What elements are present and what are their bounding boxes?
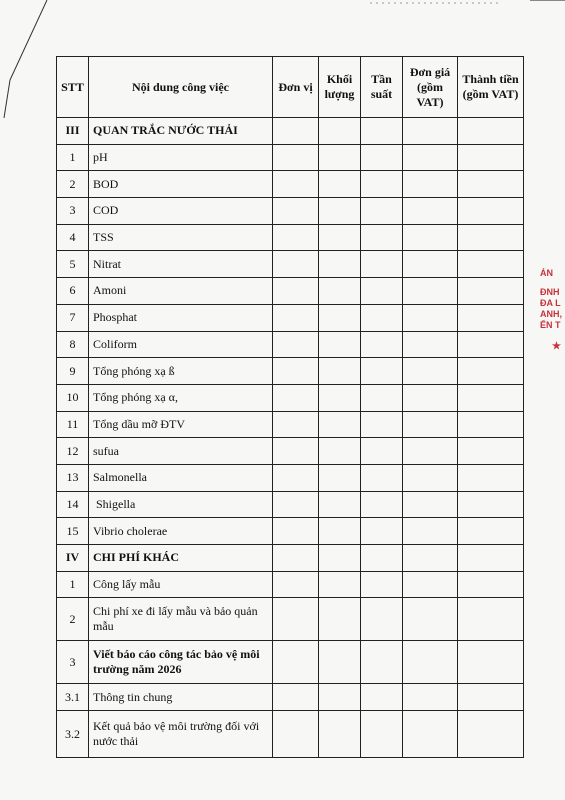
cell-content: Viết báo cáo công tác bảo vệ môi trường năm 2026 bbox=[89, 641, 273, 684]
cell-quantity bbox=[319, 118, 361, 145]
table-row bbox=[57, 278, 524, 305]
cell-unit-price bbox=[403, 224, 458, 251]
cell-stt: 5 bbox=[57, 251, 89, 278]
cell-stt: 15 bbox=[57, 518, 89, 545]
cell-content: Amoni bbox=[89, 278, 273, 305]
cell-frequency bbox=[361, 571, 403, 598]
table-header-row bbox=[57, 57, 524, 118]
cell-frequency bbox=[361, 641, 403, 684]
table-row bbox=[57, 384, 524, 411]
cell-stt: 3.1 bbox=[57, 684, 89, 711]
cell-unit bbox=[273, 411, 319, 438]
cell-content: BOD bbox=[89, 171, 273, 198]
table-row bbox=[57, 438, 524, 465]
cell-unit-price bbox=[403, 144, 458, 171]
cell-unit-price bbox=[403, 545, 458, 572]
cell-unit-price bbox=[403, 358, 458, 385]
cell-content: Nitrat bbox=[89, 251, 273, 278]
cell-unit-price bbox=[403, 304, 458, 331]
table-row bbox=[57, 711, 524, 758]
cell-unit-price bbox=[403, 278, 458, 305]
cell-stt: 1 bbox=[57, 144, 89, 171]
cell-unit bbox=[273, 641, 319, 684]
table-row bbox=[57, 571, 524, 598]
cell-unit-price bbox=[403, 491, 458, 518]
cell-unit bbox=[273, 598, 319, 641]
cell-unit bbox=[273, 224, 319, 251]
stamp-star-icon: ★ bbox=[552, 341, 561, 352]
cell-frequency bbox=[361, 144, 403, 171]
cell-unit bbox=[273, 144, 319, 171]
cell-unit-price bbox=[403, 411, 458, 438]
cell-quantity bbox=[319, 641, 361, 684]
cell-total bbox=[458, 118, 524, 145]
cell-total bbox=[458, 198, 524, 225]
cell-stt: 2 bbox=[57, 598, 89, 641]
cell-total bbox=[458, 545, 524, 572]
cell-stt: 13 bbox=[57, 464, 89, 491]
cell-quantity bbox=[319, 278, 361, 305]
cell-total bbox=[458, 304, 524, 331]
table-row bbox=[57, 304, 524, 331]
cell-unit-price bbox=[403, 571, 458, 598]
table-row bbox=[57, 358, 524, 385]
header-unit: Đơn vị bbox=[273, 57, 319, 118]
cell-frequency bbox=[361, 464, 403, 491]
cell-content: Tổng phóng xạ α, bbox=[89, 384, 273, 411]
cell-unit-price bbox=[403, 464, 458, 491]
cell-unit bbox=[273, 384, 319, 411]
table-row bbox=[57, 684, 524, 711]
cell-quantity bbox=[319, 384, 361, 411]
cell-frequency bbox=[361, 171, 403, 198]
cell-total bbox=[458, 358, 524, 385]
cell-total bbox=[458, 641, 524, 684]
cell-quantity bbox=[319, 251, 361, 278]
cell-total bbox=[458, 518, 524, 545]
section-row bbox=[57, 118, 524, 145]
cell-quantity bbox=[319, 571, 361, 598]
cell-frequency bbox=[361, 438, 403, 465]
cell-quantity bbox=[319, 331, 361, 358]
stamp-line: ĐA L bbox=[540, 298, 561, 308]
table-row bbox=[57, 224, 524, 251]
cell-quantity bbox=[319, 171, 361, 198]
table-row bbox=[57, 251, 524, 278]
cell-quantity bbox=[319, 224, 361, 251]
cell-frequency bbox=[361, 684, 403, 711]
cell-content: sufua bbox=[89, 438, 273, 465]
cell-unit-price bbox=[403, 118, 458, 145]
cell-total bbox=[458, 411, 524, 438]
cell-unit bbox=[273, 171, 319, 198]
cell-stt: 3 bbox=[57, 198, 89, 225]
cell-quantity bbox=[319, 304, 361, 331]
cell-unit-price bbox=[403, 598, 458, 641]
cell-unit bbox=[273, 198, 319, 225]
table-row bbox=[57, 171, 524, 198]
cell-frequency bbox=[361, 278, 403, 305]
cell-stt: IV bbox=[57, 545, 89, 572]
table-row bbox=[57, 198, 524, 225]
cell-frequency bbox=[361, 518, 403, 545]
cell-quantity bbox=[319, 518, 361, 545]
cell-frequency bbox=[361, 491, 403, 518]
cell-total bbox=[458, 278, 524, 305]
cell-quantity bbox=[319, 545, 361, 572]
cell-stt: 2 bbox=[57, 171, 89, 198]
cell-unit bbox=[273, 711, 319, 758]
cell-unit bbox=[273, 491, 319, 518]
cell-quantity bbox=[319, 144, 361, 171]
cell-unit bbox=[273, 331, 319, 358]
cell-total bbox=[458, 171, 524, 198]
cell-total bbox=[458, 384, 524, 411]
cell-total bbox=[458, 144, 524, 171]
cell-unit-price bbox=[403, 331, 458, 358]
cell-quantity bbox=[319, 358, 361, 385]
cell-unit-price bbox=[403, 684, 458, 711]
cell-unit bbox=[273, 278, 319, 305]
cell-stt: 8 bbox=[57, 331, 89, 358]
cell-content: Vibrio cholerae bbox=[89, 518, 273, 545]
cell-quantity bbox=[319, 438, 361, 465]
cell-content: Chi phí xe đi lấy mẫu và bảo quản mẫu bbox=[89, 598, 273, 641]
cell-frequency bbox=[361, 545, 403, 572]
stamp-line: ĐNH bbox=[540, 287, 560, 297]
header-total: Thành tiền (gồm VAT) bbox=[458, 57, 524, 118]
cell-unit-price bbox=[403, 518, 458, 545]
table-row bbox=[57, 491, 524, 518]
cell-content: Coliform bbox=[89, 331, 273, 358]
cell-content: Thông tin chung bbox=[89, 684, 273, 711]
cell-stt: 10 bbox=[57, 384, 89, 411]
cell-unit bbox=[273, 304, 319, 331]
cell-unit-price bbox=[403, 171, 458, 198]
table-row bbox=[57, 641, 524, 684]
cell-content: CHI PHÍ KHÁC bbox=[89, 545, 273, 572]
cell-stt: 3 bbox=[57, 641, 89, 684]
cell-content: Tổng phóng xạ ß bbox=[89, 358, 273, 385]
cell-unit bbox=[273, 118, 319, 145]
stamp-line: ẾN T bbox=[540, 320, 561, 330]
cell-frequency bbox=[361, 331, 403, 358]
cell-frequency bbox=[361, 304, 403, 331]
cell-unit bbox=[273, 684, 319, 711]
table-row bbox=[57, 144, 524, 171]
cell-frequency bbox=[361, 711, 403, 758]
cell-quantity bbox=[319, 411, 361, 438]
cell-content: Salmonella bbox=[89, 464, 273, 491]
cell-quantity bbox=[319, 464, 361, 491]
cell-quantity bbox=[319, 598, 361, 641]
cell-unit-price bbox=[403, 384, 458, 411]
red-seal-stamp bbox=[540, 268, 565, 398]
cell-frequency bbox=[361, 251, 403, 278]
cell-content: Phosphat bbox=[89, 304, 273, 331]
cell-total bbox=[458, 711, 524, 758]
header-quantity: Khối lượng bbox=[319, 57, 361, 118]
cell-total bbox=[458, 251, 524, 278]
cell-total bbox=[458, 571, 524, 598]
cell-content: Kết quả bảo vệ môi trường đối với nước thải bbox=[89, 711, 273, 758]
section-row bbox=[57, 545, 524, 572]
work-items-table bbox=[56, 56, 524, 758]
cell-frequency bbox=[361, 224, 403, 251]
cell-stt: 12 bbox=[57, 438, 89, 465]
cell-unit bbox=[273, 438, 319, 465]
cell-unit-price bbox=[403, 251, 458, 278]
cell-stt: 9 bbox=[57, 358, 89, 385]
cell-unit bbox=[273, 251, 319, 278]
cell-quantity bbox=[319, 198, 361, 225]
cell-content: QUAN TRẮC NƯỚC THẢI bbox=[89, 118, 273, 145]
cell-quantity bbox=[319, 491, 361, 518]
cell-stt: 6 bbox=[57, 278, 89, 305]
cell-unit bbox=[273, 571, 319, 598]
table-row bbox=[57, 518, 524, 545]
cell-stt: III bbox=[57, 118, 89, 145]
cell-total bbox=[458, 598, 524, 641]
cell-content: COD bbox=[89, 198, 273, 225]
cell-content: Tổng dầu mỡ ĐTV bbox=[89, 411, 273, 438]
cell-frequency bbox=[361, 598, 403, 641]
cell-unit-price bbox=[403, 641, 458, 684]
header-unit-price: Đơn giá (gồm VAT) bbox=[403, 57, 458, 118]
header-content: Nội dung công việc bbox=[89, 57, 273, 118]
table-row bbox=[57, 331, 524, 358]
cell-total bbox=[458, 491, 524, 518]
header-stt: STT bbox=[57, 57, 89, 118]
cell-frequency bbox=[361, 384, 403, 411]
cell-total bbox=[458, 464, 524, 491]
cell-total bbox=[458, 438, 524, 465]
cell-frequency bbox=[361, 118, 403, 145]
cell-total bbox=[458, 684, 524, 711]
cell-stt: 1 bbox=[57, 571, 89, 598]
cell-unit-price bbox=[403, 438, 458, 465]
cell-unit bbox=[273, 464, 319, 491]
cell-content: pH bbox=[89, 144, 273, 171]
stamp-line: ANH, bbox=[540, 309, 562, 319]
cell-stt: 7 bbox=[57, 304, 89, 331]
cell-unit bbox=[273, 545, 319, 572]
cell-stt: 11 bbox=[57, 411, 89, 438]
cell-unit bbox=[273, 518, 319, 545]
header-frequency: Tần suất bbox=[361, 57, 403, 118]
cell-content: TSS bbox=[89, 224, 273, 251]
cell-stt: 3.2 bbox=[57, 711, 89, 758]
cell-stt: 4 bbox=[57, 224, 89, 251]
cell-frequency bbox=[361, 198, 403, 225]
cell-content: Shigella bbox=[89, 491, 273, 518]
table-row bbox=[57, 411, 524, 438]
table-row bbox=[57, 464, 524, 491]
cell-unit-price bbox=[403, 198, 458, 225]
cell-frequency bbox=[361, 358, 403, 385]
cell-total bbox=[458, 224, 524, 251]
cell-unit-price bbox=[403, 711, 458, 758]
cell-quantity bbox=[319, 684, 361, 711]
table-row bbox=[57, 598, 524, 641]
cell-frequency bbox=[361, 411, 403, 438]
stamp-line: ẢN bbox=[540, 268, 553, 278]
cell-stt: 14 bbox=[57, 491, 89, 518]
cell-content: Công lấy mẫu bbox=[89, 571, 273, 598]
cell-unit bbox=[273, 358, 319, 385]
cell-quantity bbox=[319, 711, 361, 758]
cell-total bbox=[458, 331, 524, 358]
